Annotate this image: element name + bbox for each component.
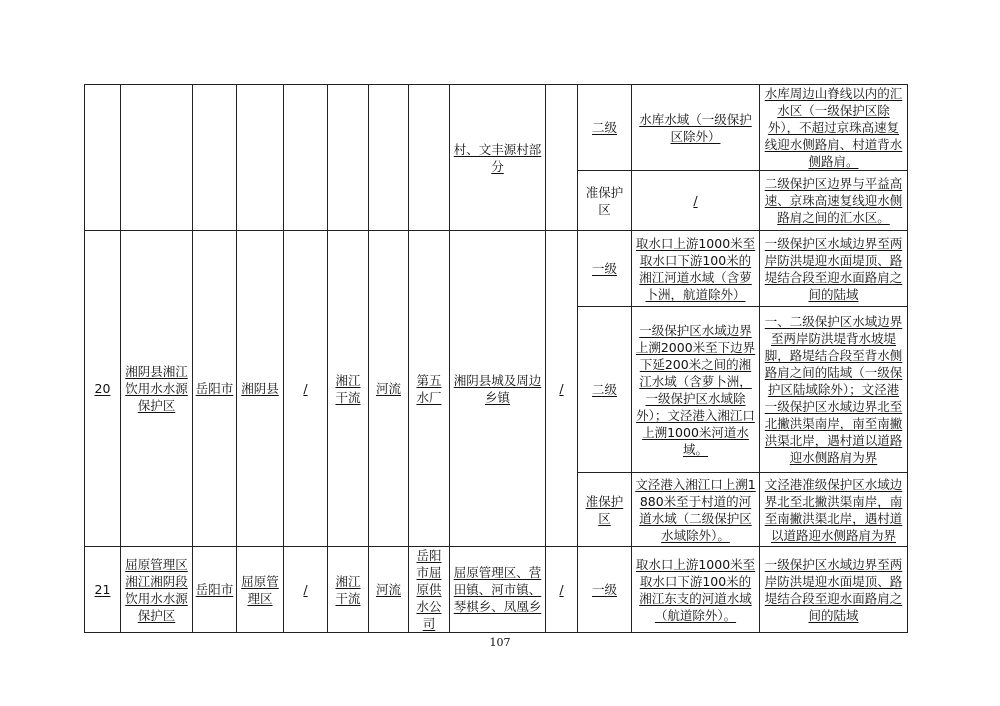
table-row <box>85 85 908 171</box>
cont-name-cell <box>121 85 193 231</box>
water-area-cell: / <box>632 171 760 231</box>
land-area-cell: 水库周边山脊线以内的汇水区（一级保护区除外），不超过京珠高速复线迎水侧路肩、村道背水侧路肩。 <box>760 85 908 171</box>
zone-level-cell: 二级 <box>578 307 632 473</box>
river-cell: 湘江干流 <box>328 547 369 633</box>
type-cell: 河流 <box>369 547 409 633</box>
cont-river-cell <box>328 85 369 231</box>
slash-cell: / <box>546 547 578 633</box>
water-area-cell: 取水口上游1000米至取水口下游100米的湘江河道水域（含萝卜洲，航道除外） <box>632 231 760 307</box>
county-cell: 屈原管理区 <box>237 547 284 633</box>
water-area-cell: 一级保护区水域边界上溯2000米至下边界下延200米之间的湘江水域（含萝卜洲，一级保护区水域除外）；文泾港入湘江口上溯1000米河道水域。 <box>632 307 760 473</box>
slash-cell: / <box>284 547 328 633</box>
cont-city-cell <box>193 85 237 231</box>
source-name-cell: 湘阴县湘江饮用水水源保护区 <box>121 231 193 547</box>
water-area-cell: 取水口上游1000米至取水口下游100米的湘江东支的河道水域（航道除外）。 <box>632 547 760 633</box>
county-cell: 湘阴县 <box>237 231 284 547</box>
plant-cell: 岳阳市屈原供水公司 <box>409 547 450 633</box>
town-cell: 湘阴县城及周边乡镇 <box>450 231 546 547</box>
town-cell: 屈原管理区、营田镇、河市镇、琴棋乡、凤凰乡 <box>450 547 546 633</box>
page-number: 107 <box>489 636 511 649</box>
city-cell: 岳阳市 <box>193 231 237 547</box>
cont-county-cell <box>237 85 284 231</box>
land-area-cell: 一级保护区水域边界至两岸防洪堤迎水面堤顶、路堤结合段至迎水面路肩之间的陆域 <box>760 547 908 633</box>
cont-plant-cell <box>409 85 450 231</box>
land-area-cell: 一、二级保护区水域边界至两岸防洪堤背水坡堤脚，路堤结合段至背水侧路肩之间的陆域（一级保护区陆域除外）；文泾港一级保护区水域边界北至北撇洪渠南岸，南至南撇洪渠北岸，遇村道以道路迎水侧路肩为界 <box>760 307 908 473</box>
table-row <box>85 547 908 633</box>
source-name-cell: 屈原管理区湘江湘阴段饮用水水源保护区 <box>121 547 193 633</box>
zone-level-cell: 准保护区 <box>578 473 632 547</box>
serial-number-cell: 20 <box>85 231 121 547</box>
land-area-cell: 一级保护区水域边界至两岸防洪堤迎水面堤顶、路堤结合段至迎水面路肩之间的陆域 <box>760 231 908 307</box>
zone-level-cell: 一级 <box>578 547 632 633</box>
zone-level-cell: 二级 <box>578 85 632 171</box>
type-cell: 河流 <box>369 231 409 547</box>
protection-zone-table <box>84 84 908 633</box>
cont-town-cell: 村、文丰源村部分 <box>450 85 546 231</box>
water-area-cell: 水库水域（一级保护区除外） <box>632 85 760 171</box>
cont-slash2-cell <box>546 85 578 231</box>
land-area-cell: 二级保护区边界与平益高速、京珠高速复线迎水侧路肩之间的汇水区。 <box>760 171 908 231</box>
slash-cell: / <box>546 231 578 547</box>
land-area-cell: 文泾港准级保护区水域边界北至北撇洪渠南岸，南至南撇洪渠北岸，遇村道以道路迎水侧路肩为界 <box>760 473 908 547</box>
city-cell: 岳阳市 <box>193 547 237 633</box>
zone-level-cell: 准保护区 <box>578 171 632 231</box>
slash-cell: / <box>284 231 328 547</box>
cont-no-cell <box>85 85 121 231</box>
cont-slash-cell <box>284 85 328 231</box>
river-cell: 湘江干流 <box>328 231 369 547</box>
water-area-cell: 文泾港入湘江口上溯1880米至于村道的河道水域（二级保护区水域除外）。 <box>632 473 760 547</box>
table-row <box>85 231 908 307</box>
zone-level-cell: 一级 <box>578 231 632 307</box>
serial-number-cell: 21 <box>85 547 121 633</box>
plant-cell: 第五水厂 <box>409 231 450 547</box>
cont-type-cell <box>369 85 409 231</box>
